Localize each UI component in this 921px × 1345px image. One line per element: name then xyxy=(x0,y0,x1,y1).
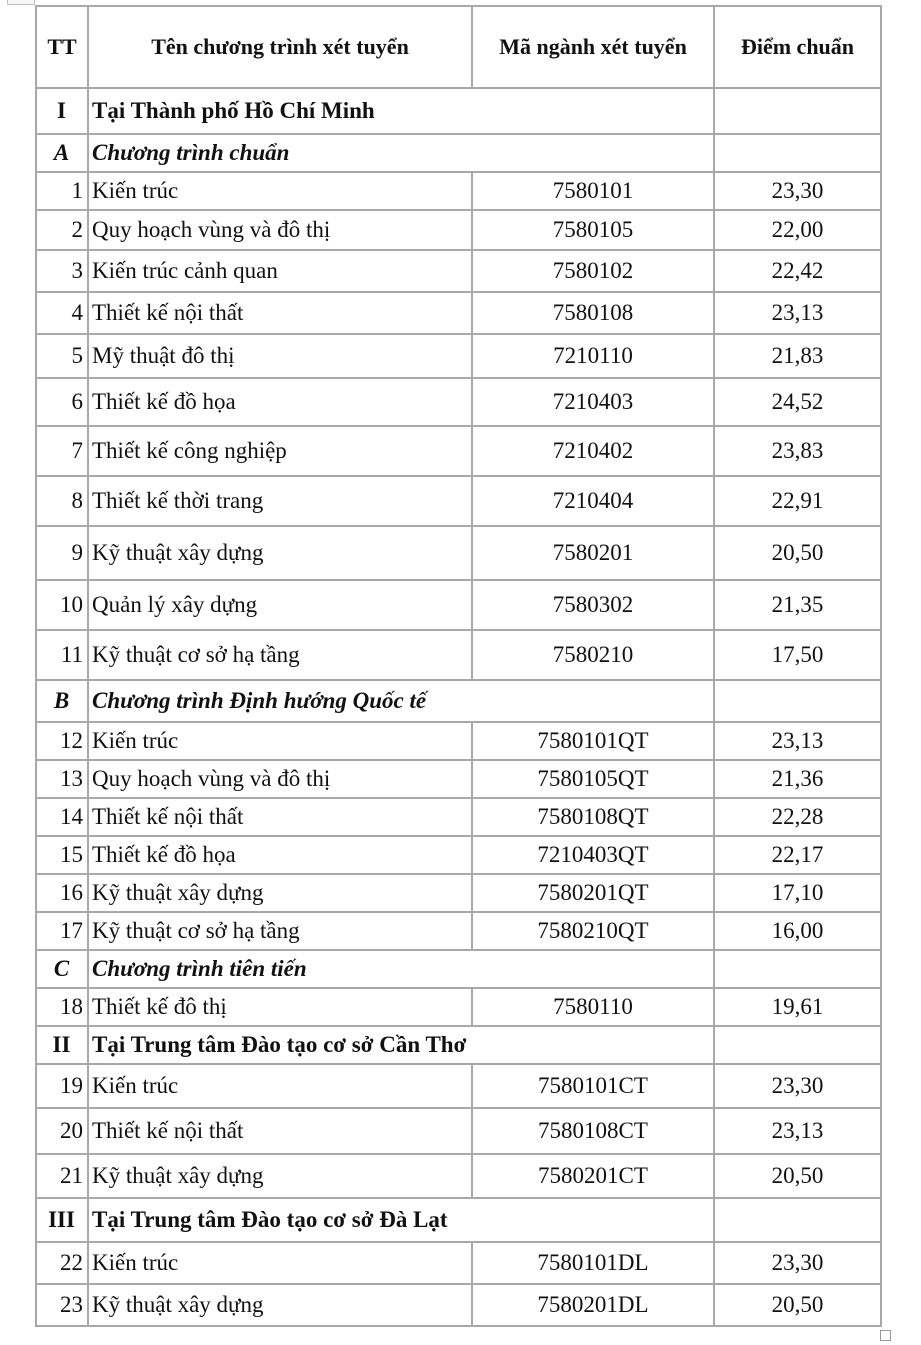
row-number: 4 xyxy=(36,292,88,334)
group-score-empty xyxy=(714,680,881,722)
program-name: Thiết kế nội thất xyxy=(88,1108,472,1154)
program-code: 7580201DL xyxy=(472,1284,714,1326)
table-row xyxy=(36,1108,881,1154)
row-number: 23 xyxy=(36,1284,88,1326)
table-row xyxy=(36,526,881,580)
program-name: Kiến trúc xyxy=(88,172,472,210)
program-code: 7580110 xyxy=(472,988,714,1026)
table-row xyxy=(36,798,881,836)
table-row xyxy=(36,292,881,334)
program-name: Quản lý xây dựng xyxy=(88,580,472,630)
program-name: Kiến trúc xyxy=(88,722,472,760)
group-title: Chương trình tiên tiến xyxy=(88,950,714,988)
row-number: 11 xyxy=(36,630,88,680)
row-number: 8 xyxy=(36,476,88,526)
header-tt: TT xyxy=(36,6,88,88)
group-row xyxy=(36,680,881,722)
program-code: 7580201 xyxy=(472,526,714,580)
section-row xyxy=(36,1198,881,1242)
group-title: Chương trình Định hướng Quốc tế xyxy=(88,680,714,722)
cutoff-score: 23,30 xyxy=(714,1064,881,1108)
program-name: Kiến trúc cảnh quan xyxy=(88,250,472,292)
table-row xyxy=(36,378,881,426)
section-number: III xyxy=(36,1198,88,1242)
section-score-empty xyxy=(714,88,881,134)
section-score-empty xyxy=(714,1198,881,1242)
group-number: B xyxy=(36,680,88,722)
row-number: 6 xyxy=(36,378,88,426)
table-row xyxy=(36,1064,881,1108)
row-number: 12 xyxy=(36,722,88,760)
header-row xyxy=(36,6,881,88)
section-score-empty xyxy=(714,1026,881,1064)
section-title: Tại Thành phố Hồ Chí Minh xyxy=(88,88,714,134)
program-code: 7210404 xyxy=(472,476,714,526)
table-row xyxy=(36,836,881,874)
program-name: Kỹ thuật xây dựng xyxy=(88,874,472,912)
section-title: Tại Trung tâm Đào tạo cơ sở Đà Lạt xyxy=(88,1198,714,1242)
program-code: 7580108CT xyxy=(472,1108,714,1154)
table-row xyxy=(36,912,881,950)
program-name: Thiết kế nội thất xyxy=(88,798,472,836)
table-row xyxy=(36,426,881,476)
group-number: A xyxy=(36,134,88,172)
group-title: Chương trình chuẩn xyxy=(88,134,714,172)
header-program-name: Tên chương trình xét tuyển xyxy=(88,6,472,88)
row-number: 20 xyxy=(36,1108,88,1154)
row-number: 16 xyxy=(36,874,88,912)
program-code: 7210403QT xyxy=(472,836,714,874)
table-row xyxy=(36,760,881,798)
program-code: 7580101 xyxy=(472,172,714,210)
program-code: 7580302 xyxy=(472,580,714,630)
program-code: 7580201QT xyxy=(472,874,714,912)
row-number: 3 xyxy=(36,250,88,292)
row-number: 5 xyxy=(36,334,88,378)
program-name: Thiết kế công nghiệp xyxy=(88,426,472,476)
program-name: Kỹ thuật cơ sở hạ tầng xyxy=(88,630,472,680)
row-number: 14 xyxy=(36,798,88,836)
program-code: 7580101CT xyxy=(472,1064,714,1108)
row-number: 22 xyxy=(36,1242,88,1284)
program-name: Thiết kế đô thị xyxy=(88,988,472,1026)
program-name: Kiến trúc xyxy=(88,1242,472,1284)
program-code: 7580201CT xyxy=(472,1154,714,1198)
program-code: 7580105QT xyxy=(472,760,714,798)
program-name: Thiết kế nội thất xyxy=(88,292,472,334)
row-number: 19 xyxy=(36,1064,88,1108)
cutoff-score: 22,17 xyxy=(714,836,881,874)
cutoff-score: 23,13 xyxy=(714,1108,881,1154)
cutoff-score: 20,50 xyxy=(714,526,881,580)
table-row xyxy=(36,988,881,1026)
group-score-empty xyxy=(714,950,881,988)
program-name: Thiết kế đồ họa xyxy=(88,378,472,426)
section-number: I xyxy=(36,88,88,134)
row-number: 2 xyxy=(36,210,88,250)
row-number: 18 xyxy=(36,988,88,1026)
program-name: Kỹ thuật xây dựng xyxy=(88,1154,472,1198)
group-number: C xyxy=(36,950,88,988)
cutoff-score: 17,10 xyxy=(714,874,881,912)
cutoff-score: 20,50 xyxy=(714,1284,881,1326)
cutoff-score: 23,30 xyxy=(714,172,881,210)
section-title: Tại Trung tâm Đào tạo cơ sở Cần Thơ xyxy=(88,1026,714,1064)
program-code: 7210110 xyxy=(472,334,714,378)
table-row xyxy=(36,334,881,378)
program-code: 7580108 xyxy=(472,292,714,334)
cutoff-score: 23,83 xyxy=(714,426,881,476)
table-row xyxy=(36,210,881,250)
section-row xyxy=(36,88,881,134)
cutoff-score: 17,50 xyxy=(714,630,881,680)
row-number: 9 xyxy=(36,526,88,580)
section-row xyxy=(36,1026,881,1064)
program-name: Thiết kế thời trang xyxy=(88,476,472,526)
program-code: 7580102 xyxy=(472,250,714,292)
resize-handle[interactable] xyxy=(880,1330,891,1341)
admission-score-table xyxy=(35,5,882,1327)
group-score-empty xyxy=(714,134,881,172)
program-name: Quy hoạch vùng và đô thị xyxy=(88,760,472,798)
cutoff-score: 22,91 xyxy=(714,476,881,526)
table-row xyxy=(36,172,881,210)
program-code: 7580101QT xyxy=(472,722,714,760)
cutoff-score: 23,13 xyxy=(714,292,881,334)
table-row xyxy=(36,476,881,526)
row-number: 7 xyxy=(36,426,88,476)
table-row xyxy=(36,1284,881,1326)
header-cutoff-score: Điểm chuẩn xyxy=(714,6,881,88)
program-name: Kỹ thuật cơ sở hạ tầng xyxy=(88,912,472,950)
cutoff-score: 22,42 xyxy=(714,250,881,292)
program-name: Quy hoạch vùng và đô thị xyxy=(88,210,472,250)
program-name: Mỹ thuật đô thị xyxy=(88,334,472,378)
cutoff-score: 16,00 xyxy=(714,912,881,950)
program-code: 7580105 xyxy=(472,210,714,250)
section-number: II xyxy=(36,1026,88,1064)
row-number: 10 xyxy=(36,580,88,630)
program-code: 7580101DL xyxy=(472,1242,714,1284)
cutoff-score: 22,28 xyxy=(714,798,881,836)
row-number: 13 xyxy=(36,760,88,798)
cutoff-score: 20,50 xyxy=(714,1154,881,1198)
cutoff-score: 24,52 xyxy=(714,378,881,426)
cutoff-score: 23,13 xyxy=(714,722,881,760)
table-row xyxy=(36,1154,881,1198)
table-row xyxy=(36,250,881,292)
table-corner-marker xyxy=(7,0,35,5)
table-row xyxy=(36,630,881,680)
row-number: 15 xyxy=(36,836,88,874)
cutoff-score: 21,35 xyxy=(714,580,881,630)
table-body xyxy=(36,88,881,1326)
cutoff-score: 22,00 xyxy=(714,210,881,250)
cutoff-score: 21,36 xyxy=(714,760,881,798)
program-name: Kiến trúc xyxy=(88,1064,472,1108)
cutoff-score: 21,83 xyxy=(714,334,881,378)
program-name: Kỹ thuật xây dựng xyxy=(88,526,472,580)
program-code: 7210402 xyxy=(472,426,714,476)
program-name: Kỹ thuật xây dựng xyxy=(88,1284,472,1326)
group-row xyxy=(36,950,881,988)
table-row xyxy=(36,722,881,760)
program-code: 7580108QT xyxy=(472,798,714,836)
program-code: 7580210 xyxy=(472,630,714,680)
header-program-code: Mã ngành xét tuyển xyxy=(472,6,714,88)
row-number: 21 xyxy=(36,1154,88,1198)
program-code: 7580210QT xyxy=(472,912,714,950)
table-row xyxy=(36,580,881,630)
group-row xyxy=(36,134,881,172)
cutoff-score: 23,30 xyxy=(714,1242,881,1284)
program-name: Thiết kế đồ họa xyxy=(88,836,472,874)
program-code: 7210403 xyxy=(472,378,714,426)
row-number: 1 xyxy=(36,172,88,210)
row-number: 17 xyxy=(36,912,88,950)
table-row xyxy=(36,1242,881,1284)
cutoff-score: 19,61 xyxy=(714,988,881,1026)
table-row xyxy=(36,874,881,912)
